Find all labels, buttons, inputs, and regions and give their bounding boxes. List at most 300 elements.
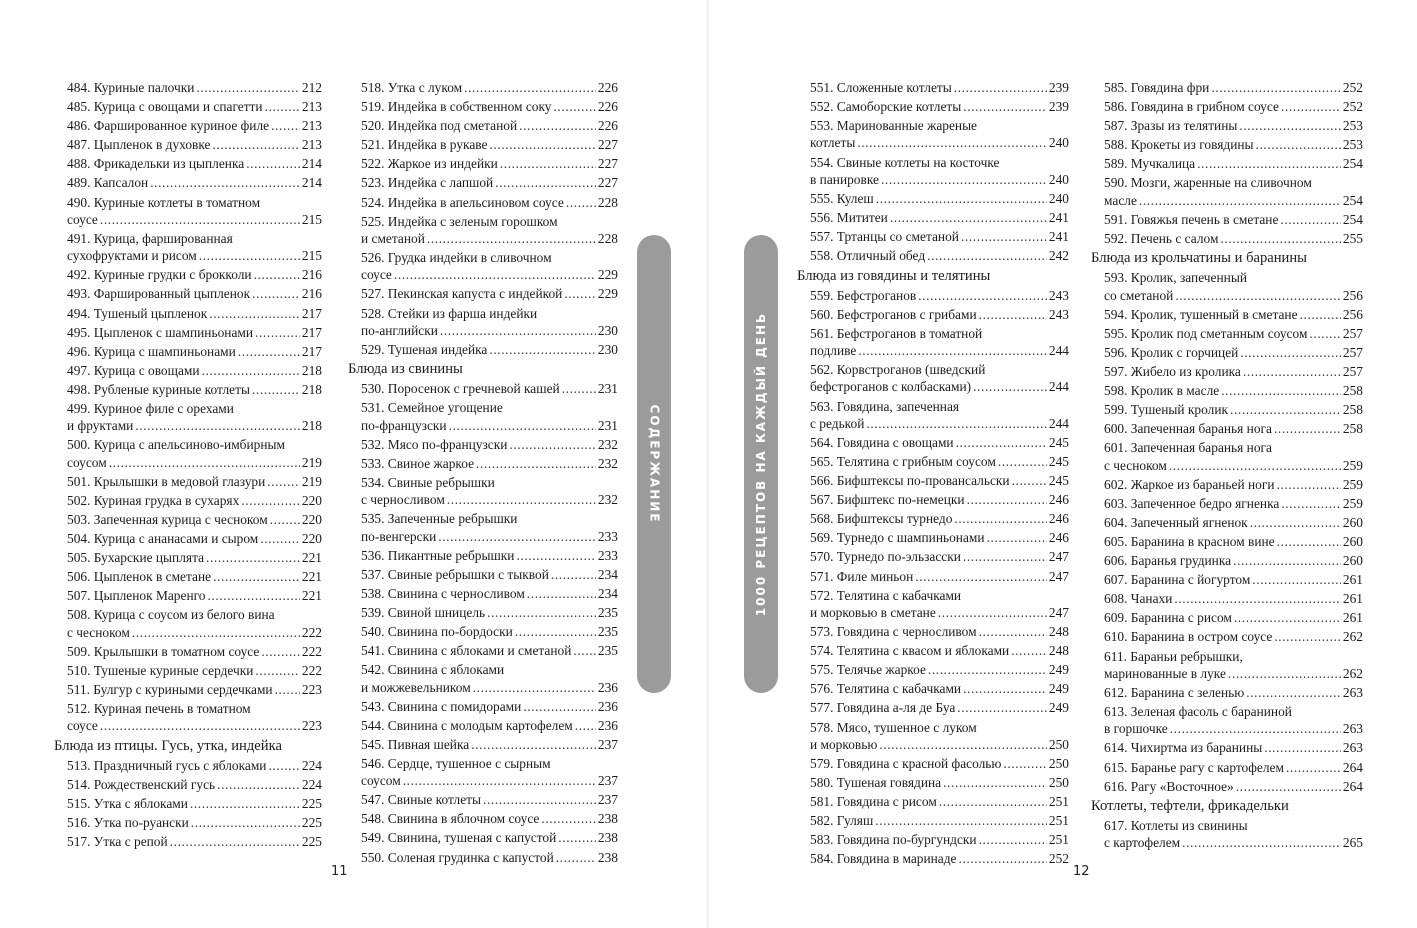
toc-entry xyxy=(797,287,1069,304)
dot-leader xyxy=(1221,382,1341,399)
dot-leader xyxy=(566,194,596,211)
toc-entry-title: 614. Чихиртма из баранины xyxy=(1104,740,1263,756)
dot-leader xyxy=(254,266,300,283)
toc-entry-page: 251 xyxy=(1048,794,1069,810)
toc-entry xyxy=(1091,609,1363,626)
toc-entry-page: 251 xyxy=(1048,813,1069,829)
toc-entry xyxy=(348,698,618,715)
toc-entry-page: 236 xyxy=(597,679,618,695)
toc-entry-page: 221 xyxy=(301,588,322,604)
toc-entry xyxy=(797,472,1069,489)
dot-leader xyxy=(150,174,300,191)
toc-entry-title: 575. Телячье жаркое xyxy=(810,662,926,678)
toc-entry xyxy=(797,793,1069,810)
toc-entry xyxy=(1091,739,1363,756)
toc-entry-page: 247 xyxy=(1048,549,1069,565)
toc-entry-page: 254 xyxy=(1342,156,1363,172)
dot-leader xyxy=(241,492,300,509)
toc-entry-title: 504. Курица с ананасами и сыром xyxy=(67,531,259,547)
toc-entry-title: 615. Баранье рагу с картофелем xyxy=(1104,759,1284,775)
toc-entry-title: 546. Сердце, тушенное с сырным xyxy=(361,755,551,771)
toc-entry xyxy=(348,249,618,284)
toc-entry-title: и фруктами xyxy=(67,418,134,434)
toc-entry xyxy=(1091,174,1363,209)
dot-leader xyxy=(979,831,1047,848)
toc-entry-title: 534. Свиные ребрышки xyxy=(361,474,495,490)
toc-entry xyxy=(348,341,618,358)
toc-entry xyxy=(54,795,322,812)
dot-leader xyxy=(515,623,596,640)
dot-leader xyxy=(483,791,596,808)
toc-entry-page: 243 xyxy=(1048,287,1069,303)
toc-entry-page: 213 xyxy=(301,137,322,153)
toc-entry-title: 611. Бараньи ребрышки, xyxy=(1104,648,1243,664)
toc-entry xyxy=(797,154,1069,189)
toc-entry-title: 517. Утка с репой xyxy=(67,834,168,850)
dot-leader xyxy=(558,829,596,846)
toc-entry-page: 259 xyxy=(1342,476,1363,492)
toc-entry-page: 250 xyxy=(1048,755,1069,771)
toc-entry xyxy=(1091,759,1363,776)
toc-entry xyxy=(1091,533,1363,550)
toc-entry xyxy=(54,757,322,774)
toc-entry xyxy=(797,98,1069,115)
toc-entry-title: сухофруктами и рисом xyxy=(67,248,197,264)
toc-entry-page: 230 xyxy=(597,341,618,357)
toc-entry-title: 561. Бефстроганов в томатной xyxy=(810,325,983,341)
toc-entry-page: 240 xyxy=(1048,135,1069,151)
toc-entry-title: 564. Говядина с овощами xyxy=(810,434,954,450)
toc-entry xyxy=(797,755,1069,772)
dot-leader xyxy=(939,793,1047,810)
toc-entry-title: 560. Бефстроганов с грибами xyxy=(810,306,977,322)
section-heading: Котлеты, тефтели, фрикадельки xyxy=(1091,797,1289,814)
dot-leader xyxy=(1239,117,1341,134)
toc-entry-title: 578. Мясо, тушенное с луком xyxy=(810,719,977,735)
toc-entry-title: 510. Тушеные куриные сердечки xyxy=(67,662,254,678)
toc-entry-page: 252 xyxy=(1342,80,1363,95)
dot-leader xyxy=(1264,739,1341,756)
toc-entry-page: 232 xyxy=(597,492,618,508)
toc-entry-title: и можжевельником xyxy=(361,679,471,695)
toc-entry-page: 265 xyxy=(1342,835,1363,851)
toc-entry xyxy=(348,849,618,866)
toc-entry xyxy=(797,247,1069,264)
toc-entry xyxy=(797,117,1069,152)
toc-entry-title: 547. Свиные котлеты xyxy=(361,792,481,808)
toc-entry-page: 218 xyxy=(301,418,322,434)
toc-entry-page: 216 xyxy=(301,267,322,283)
toc-entry-page: 264 xyxy=(1342,778,1363,794)
toc-entry-title: 495. Цыпленок с шампиньонами xyxy=(67,324,254,340)
toc-entry-page: 235 xyxy=(597,643,618,659)
toc-entry-page: 241 xyxy=(1048,229,1069,245)
toc-entry xyxy=(54,568,322,585)
toc-entry xyxy=(1091,590,1363,607)
toc-entry xyxy=(797,453,1069,470)
toc-entry-title: 509. Крылышки в томатном соусе xyxy=(67,643,260,659)
toc-entry-page: 261 xyxy=(1342,572,1363,588)
dot-leader xyxy=(265,98,300,115)
toc-entry-title: 607. Баранина с йогуртом xyxy=(1104,572,1251,588)
toc-entry-page: 245 xyxy=(1048,434,1069,450)
toc-entry xyxy=(1091,648,1363,683)
dot-leader xyxy=(255,662,299,679)
toc-entry xyxy=(797,510,1069,527)
toc-entry-title: 543. Свинина с помидорами xyxy=(361,698,522,714)
toc-entry-page: 227 xyxy=(597,175,618,191)
dot-leader xyxy=(1170,720,1341,737)
toc-entry-title: масле xyxy=(1104,192,1137,208)
toc-entry-title: соусе xyxy=(67,211,98,227)
toc-entry-page: 231 xyxy=(597,381,618,397)
toc-entry xyxy=(1091,684,1363,701)
dot-leader xyxy=(500,155,596,172)
toc-entry-page: 230 xyxy=(597,322,618,338)
dot-leader xyxy=(973,378,1047,395)
toc-entry-title: 526. Грудка индейки в сливочном xyxy=(361,250,552,266)
toc-entry-title: 563. Говядина, запеченная xyxy=(810,398,960,414)
toc-entry-page: 221 xyxy=(301,569,322,585)
toc-entry xyxy=(797,434,1069,451)
toc-entry xyxy=(797,190,1069,207)
toc-entry xyxy=(1091,571,1363,588)
toc-entry-page: 245 xyxy=(1048,454,1069,469)
toc-entry-page: 262 xyxy=(1342,665,1363,681)
toc-entry-page: 247 xyxy=(1048,604,1069,620)
dot-leader xyxy=(1274,628,1341,645)
toc-entry xyxy=(54,230,322,265)
toc-entry-page: 256 xyxy=(1342,306,1363,322)
toc-entry-title: 581. Говядина с рисом xyxy=(810,794,937,810)
dot-leader xyxy=(191,814,300,831)
dot-leader xyxy=(1300,306,1341,323)
toc-entry-title: бефстроганов с колбасками) xyxy=(810,379,972,395)
toc-entry-title: 514. Рождественский гусь xyxy=(67,776,216,792)
toc-entry-page: 240 xyxy=(1048,171,1069,187)
dot-leader xyxy=(213,568,300,585)
toc-entry-page: 259 xyxy=(1342,457,1363,473)
toc-entry-title: 493. Фаршированный цыпленок xyxy=(67,286,251,302)
toc-entry-page: 255 xyxy=(1342,230,1363,246)
dot-leader xyxy=(1003,755,1046,772)
dot-leader xyxy=(879,736,1047,753)
toc-entry-page: 237 xyxy=(597,792,618,808)
toc-entry xyxy=(797,79,1069,96)
toc-entry-page: 254 xyxy=(1342,211,1363,227)
toc-entry-title: 586. Говядина в грибном соусе xyxy=(1104,99,1279,115)
toc-entry-page: 235 xyxy=(597,604,618,620)
dot-leader xyxy=(196,79,300,96)
toc-entry-page: 237 xyxy=(597,773,618,789)
toc-entry-title: 604. Запеченный ягненок xyxy=(1104,514,1248,530)
toc-entry-title: 537. Свиные ребрышки с тыквой xyxy=(361,566,549,582)
toc-entry-title: 505. Бухарские цыплята xyxy=(67,550,205,566)
toc-entry xyxy=(54,473,322,490)
toc-entry xyxy=(54,814,322,831)
toc-entry-page: 239 xyxy=(1048,80,1069,95)
toc-entry-page: 258 xyxy=(1342,421,1363,437)
toc-entry-title: 592. Печень с салом xyxy=(1104,230,1219,246)
toc-entry-title: 519. Индейка в собственном соку xyxy=(361,99,552,115)
toc-entry-title: 530. Поросенок с гречневой кашей xyxy=(361,381,560,397)
toc-entry-page: 262 xyxy=(1342,629,1363,645)
toc-entry-page: 246 xyxy=(1048,530,1069,546)
dot-leader xyxy=(207,587,299,604)
toc-entry-page: 246 xyxy=(1048,511,1069,527)
toc-entry xyxy=(797,680,1069,697)
toc-entry-title: с чесноком xyxy=(1104,457,1167,473)
toc-entry-title: 565. Телятина с грибным соусом xyxy=(810,454,996,469)
toc-entry-title: 577. Говядина а-ля де Буа xyxy=(810,700,956,716)
dot-leader xyxy=(1309,325,1340,342)
toc-entry-page: 225 xyxy=(301,795,322,811)
dot-leader xyxy=(564,285,596,302)
toc-entry xyxy=(348,791,618,808)
toc-entry-page: 217 xyxy=(301,305,322,321)
toc-entry-title: 500. Курица с апельсиново-имбирным xyxy=(67,437,285,453)
toc-entry xyxy=(54,362,322,379)
toc-entry xyxy=(1091,401,1363,418)
dot-leader xyxy=(267,473,300,490)
dot-leader xyxy=(394,266,596,283)
toc-entry-page: 260 xyxy=(1342,533,1363,549)
toc-entry xyxy=(54,700,322,735)
dot-leader xyxy=(890,209,1047,226)
toc-column-4 xyxy=(1091,79,1363,853)
toc-entry xyxy=(348,717,618,734)
toc-entry xyxy=(797,361,1069,396)
toc-entry-title: 558. Отличный обед xyxy=(810,248,926,264)
toc-entry-title: 520. Индейка под сметаной xyxy=(361,118,518,134)
toc-entry-title: с редькой xyxy=(810,415,865,431)
toc-entry-title: 521. Индейка в рукаве xyxy=(361,137,488,153)
toc-entry-page: 227 xyxy=(597,137,618,153)
toc-entry xyxy=(1091,155,1363,172)
toc-entry xyxy=(348,455,618,472)
toc-entry-page: 243 xyxy=(1048,306,1069,322)
toc-entry xyxy=(1091,439,1363,474)
toc-entry xyxy=(348,547,618,564)
toc-entry xyxy=(1091,495,1363,512)
toc-entry-page: 257 xyxy=(1342,344,1363,360)
section-heading: Блюда из говядины и телятины xyxy=(797,267,991,284)
toc-entry-title: со сметаной xyxy=(1104,287,1174,303)
dot-leader xyxy=(959,850,1047,867)
toc-entry xyxy=(348,380,618,397)
toc-entry-page: 217 xyxy=(301,343,322,359)
dot-leader xyxy=(271,117,300,134)
toc-entry xyxy=(348,399,618,434)
toc-entry xyxy=(348,194,618,211)
toc-entry-title: 587. Зразы из телятины xyxy=(1104,118,1238,134)
toc-entry-page: 248 xyxy=(1048,624,1069,640)
toc-entry-title: 610. Баранина в остром соусе xyxy=(1104,629,1273,645)
toc-entry-page: 215 xyxy=(301,248,322,264)
toc-entry xyxy=(348,566,618,583)
toc-entry xyxy=(54,776,322,793)
toc-entry xyxy=(348,755,618,790)
toc-entry-title: 555. Кулеш xyxy=(810,190,874,206)
dot-leader xyxy=(438,528,596,545)
toc-entry xyxy=(1091,211,1363,228)
toc-entry-title: 512. Куриная печень в томатном xyxy=(67,701,251,717)
dot-leader xyxy=(246,155,300,172)
toc-entry-title: 572. Телятина с кабачками xyxy=(810,587,962,603)
toc-entry-page: 213 xyxy=(301,118,322,134)
toc-entry-title: 502. Куриная грудка в сухарях xyxy=(67,492,240,508)
toc-entry-title: 574. Телятина с квасом и яблоками xyxy=(810,643,1010,659)
toc-entry xyxy=(1091,363,1363,380)
toc-column-1 xyxy=(54,79,322,852)
toc-entry-title: 584. Говядина в маринаде xyxy=(810,851,957,867)
toc-entry-title: 582. Гуляш xyxy=(810,813,874,829)
toc-entry-title: 548. Свинина в яблочном соусе xyxy=(361,811,540,827)
toc-entry xyxy=(54,511,322,528)
toc-entry-page: 252 xyxy=(1048,851,1069,867)
toc-entry xyxy=(348,604,618,621)
dot-leader xyxy=(100,717,300,734)
toc-entry xyxy=(1091,817,1363,852)
toc-entry-title: 557. Тртанцы со сметаной xyxy=(810,229,959,245)
toc-entry-title: соусом xyxy=(361,773,401,789)
toc-entry-page: 250 xyxy=(1048,775,1069,790)
dot-leader xyxy=(403,772,596,789)
toc-entry-page: 259 xyxy=(1342,495,1363,511)
toc-entry-page: 244 xyxy=(1048,415,1069,431)
toc-entry-title: 599. Тушеный кролик xyxy=(1104,402,1228,418)
toc-entry-title: с картофелем xyxy=(1104,835,1181,851)
toc-entry xyxy=(348,117,618,134)
toc-entry-page: 246 xyxy=(1048,492,1069,508)
toc-entry-title: 590. Мозги, жаренные на сливочном xyxy=(1104,175,1312,191)
toc-entry-page: 218 xyxy=(301,381,322,397)
toc-entry-page: 216 xyxy=(301,286,322,302)
toc-entry xyxy=(54,79,322,96)
toc-entry-page: 226 xyxy=(597,118,618,134)
dot-leader xyxy=(1250,514,1341,531)
toc-entry-title: 568. Бифштексы турнедо xyxy=(810,511,953,527)
toc-entry-title: в панировке xyxy=(810,171,879,187)
toc-entry-page: 244 xyxy=(1048,343,1069,359)
toc-entry xyxy=(797,228,1069,245)
toc-entry-page: 222 xyxy=(301,643,322,659)
toc-entry-title: 485. Курица с овощами и спагетти xyxy=(67,99,263,115)
toc-entry xyxy=(348,736,618,753)
dot-leader xyxy=(1182,834,1341,851)
toc-entry-page: 215 xyxy=(301,211,322,227)
dot-leader xyxy=(217,776,300,793)
dot-leader xyxy=(967,491,1047,508)
dot-leader xyxy=(252,285,300,302)
toc-entry-page: 247 xyxy=(1048,568,1069,584)
toc-entry-title: 488. Фрикадельки из цыпленка xyxy=(67,156,245,172)
toc-entry-title: 484. Куриные палочки xyxy=(67,80,195,95)
dot-leader xyxy=(1174,590,1341,607)
toc-entry xyxy=(1091,420,1363,437)
dot-leader xyxy=(987,529,1047,546)
toc-entry-title: 518. Утка с луком xyxy=(361,80,463,95)
toc-entry-title: 549. Свинина, тушеная с капустой xyxy=(361,830,557,846)
toc-entry-title: 601. Запеченная баранья нога xyxy=(1104,440,1272,456)
toc-entry-title: 613. Зеленая фасоль с бараниной xyxy=(1104,704,1292,720)
toc-entry-title: соусе xyxy=(67,718,98,734)
toc-entry-title: 598. Кролик в масле xyxy=(1104,383,1220,399)
toc-entry xyxy=(348,623,618,640)
dot-leader xyxy=(1280,211,1341,228)
toc-entry-title: 542. Свинина с яблоками xyxy=(361,662,505,678)
toc-entry-page: 258 xyxy=(1342,402,1363,418)
toc-entry-title: 576. Телятина с кабачками xyxy=(810,681,962,697)
dot-leader xyxy=(551,566,596,583)
toc-entry-page: 241 xyxy=(1048,210,1069,226)
toc-entry-page: 235 xyxy=(597,624,618,640)
dot-leader xyxy=(135,417,300,434)
toc-entry-page: 236 xyxy=(597,717,618,733)
toc-entry-page: 251 xyxy=(1048,832,1069,848)
toc-entry xyxy=(348,174,618,191)
dot-leader xyxy=(527,585,596,602)
toc-entry-page: 220 xyxy=(301,531,322,547)
dot-leader xyxy=(109,454,300,471)
dot-leader xyxy=(523,698,596,715)
dot-leader xyxy=(866,415,1047,432)
dot-leader xyxy=(427,230,596,247)
dot-leader xyxy=(957,699,1047,716)
toc-entry-title: 503. Запеченная курица с чесноком xyxy=(67,511,268,527)
toc-entry xyxy=(797,529,1069,546)
toc-entry-page: 219 xyxy=(301,454,322,470)
dot-leader xyxy=(963,98,1047,115)
toc-entry xyxy=(348,305,618,340)
toc-entry-page: 254 xyxy=(1342,192,1363,208)
toc-entry-title: 596. Кролик с горчицей xyxy=(1104,344,1239,360)
toc-entry-title: и морковью в сметане xyxy=(810,604,936,620)
toc-entry-title: 608. Чанахи xyxy=(1104,591,1173,607)
side-tab-book-title xyxy=(744,235,778,693)
toc-entry xyxy=(348,136,618,153)
dot-leader xyxy=(998,453,1047,470)
dot-leader xyxy=(1197,155,1341,172)
toc-entry xyxy=(54,662,322,679)
toc-entry-page: 220 xyxy=(301,511,322,527)
toc-entry-title: 533. Свиное жаркое xyxy=(361,455,475,471)
toc-entry xyxy=(1091,269,1363,304)
toc-entry-title: 536. Пикантные ребрышки xyxy=(361,547,515,563)
toc-entry xyxy=(54,155,322,172)
toc-entry-title: 579. Говядина с красной фасолью xyxy=(810,755,1002,771)
toc-entry-title: 570. Турнедо по-эльзасски xyxy=(810,549,961,565)
toc-entry-title: 490. Куриные котлеты в томатном xyxy=(67,194,261,210)
toc-entry xyxy=(797,831,1069,848)
dot-leader xyxy=(1277,533,1341,550)
toc-entry xyxy=(348,79,618,96)
dot-leader xyxy=(1220,230,1340,247)
toc-entry-page: 213 xyxy=(301,99,322,115)
toc-entry-page: 253 xyxy=(1342,137,1363,153)
toc-entry-title: 602. Жаркое из бараньей ноги xyxy=(1104,476,1275,492)
dot-leader xyxy=(918,287,1047,304)
dot-leader xyxy=(963,548,1047,565)
toc-entry xyxy=(54,381,322,398)
dot-leader xyxy=(1169,457,1341,474)
toc-entry-title: 603. Запеченное бедро ягненка xyxy=(1104,495,1280,511)
toc-entry xyxy=(54,194,322,229)
dot-leader xyxy=(1211,79,1341,96)
toc-entry-page: 214 xyxy=(301,156,322,172)
toc-entry-page: 225 xyxy=(301,834,322,850)
toc-entry-title: 588. Крокеты из говядины xyxy=(1104,137,1254,153)
